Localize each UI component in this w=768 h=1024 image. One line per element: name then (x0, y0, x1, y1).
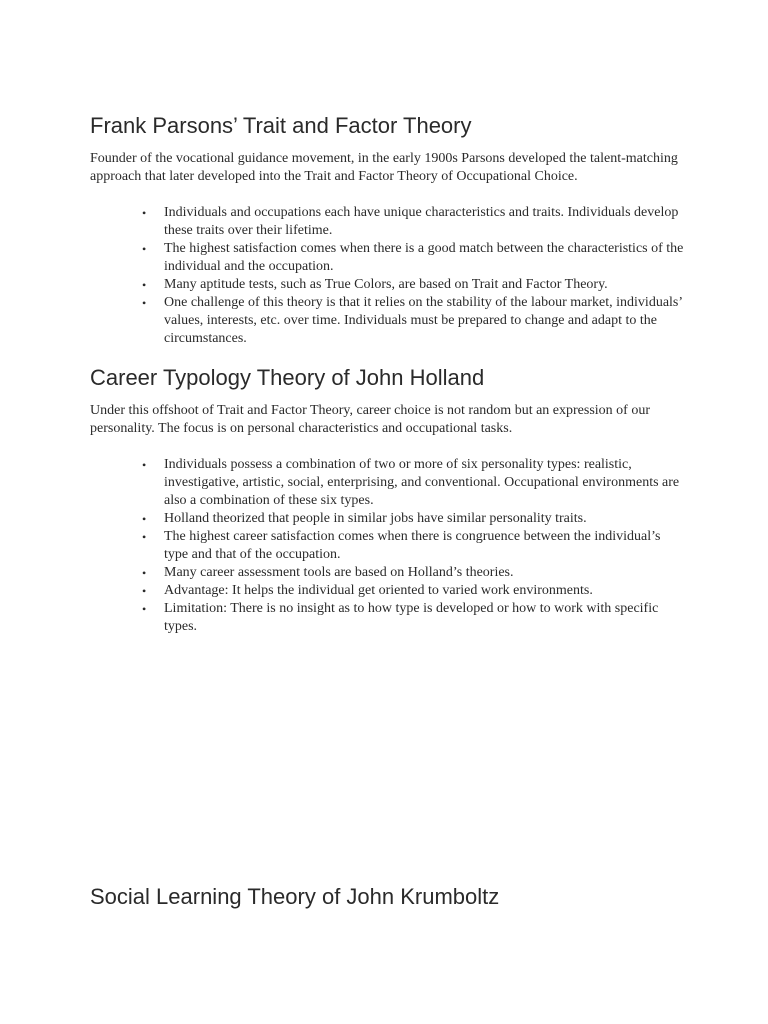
list-item: • Holland theorized that people in similar jobs have similar personality traits. (142, 511, 587, 526)
bullet-icon: • (142, 296, 147, 310)
section-heading-parsons: Frank Parsons’ Trait and Factor Theory (90, 113, 472, 138)
bullet-icon: • (142, 512, 147, 526)
list-item: • Many career assessment tools are based on Holland’s theories. (142, 565, 514, 580)
bullet-icon: • (142, 584, 147, 598)
section-heading-krumboltz: Social Learning Theory of John Krumboltz (90, 884, 500, 909)
bullet-icon: • (142, 206, 147, 220)
bullet-list-parsons (142, 204, 684, 348)
list-item: • One challenge of this theory is that it relies on the stability of the labour market, individuals’ values, interests, etc. over time. Individuals must be prepared to change and adapt to the circumstances. (142, 295, 682, 346)
bullet-icon: • (142, 242, 147, 256)
section-intro-parsons: Founder of the vocational guidance movement, in the early 1900s Parsons developed the talent-matching approach that later developed into the Trait and Factor Theory of Occupational Choice. (90, 151, 678, 184)
bullet-icon: • (142, 278, 147, 292)
bullet-icon: • (142, 602, 147, 616)
list-item: • The highest satisfaction comes when there is a good match between the characteristics of the individual and the occupation. (142, 241, 684, 274)
bullet-icon: • (142, 530, 147, 544)
bullet-icon: • (142, 458, 147, 472)
list-item: • The highest career satisfaction comes when there is congruence between the individual’s type and that of the occupation. (142, 529, 661, 562)
bullet-icon: • (142, 566, 147, 580)
list-item: • Individuals and occupations each have unique characteristics and traits. Individuals develop these traits over their lifetime. (142, 205, 679, 238)
list-item: • Individuals possess a combination of two or more of six personality types: realistic, investigative, artistic, social, enterprising, and conventional. Occupational environments are also a combination of these six types. (142, 457, 680, 508)
list-item: • Many aptitude tests, such as True Colors, are based on Trait and Factor Theory. (142, 277, 608, 292)
list-item: • Limitation: There is no insight as to how type is developed or how to work with specific types. (142, 601, 659, 634)
section-heading-holland: Career Typology Theory of John Holland (90, 365, 485, 390)
section-intro-holland: Under this offshoot of Trait and Factor Theory, career choice is not random but an expression of our personality. The focus is on personal characteristics and occupational tasks. (90, 403, 650, 436)
bullet-list-holland (142, 456, 684, 636)
list-item: • Advantage: It helps the individual get oriented to varied work environments. (142, 583, 593, 598)
